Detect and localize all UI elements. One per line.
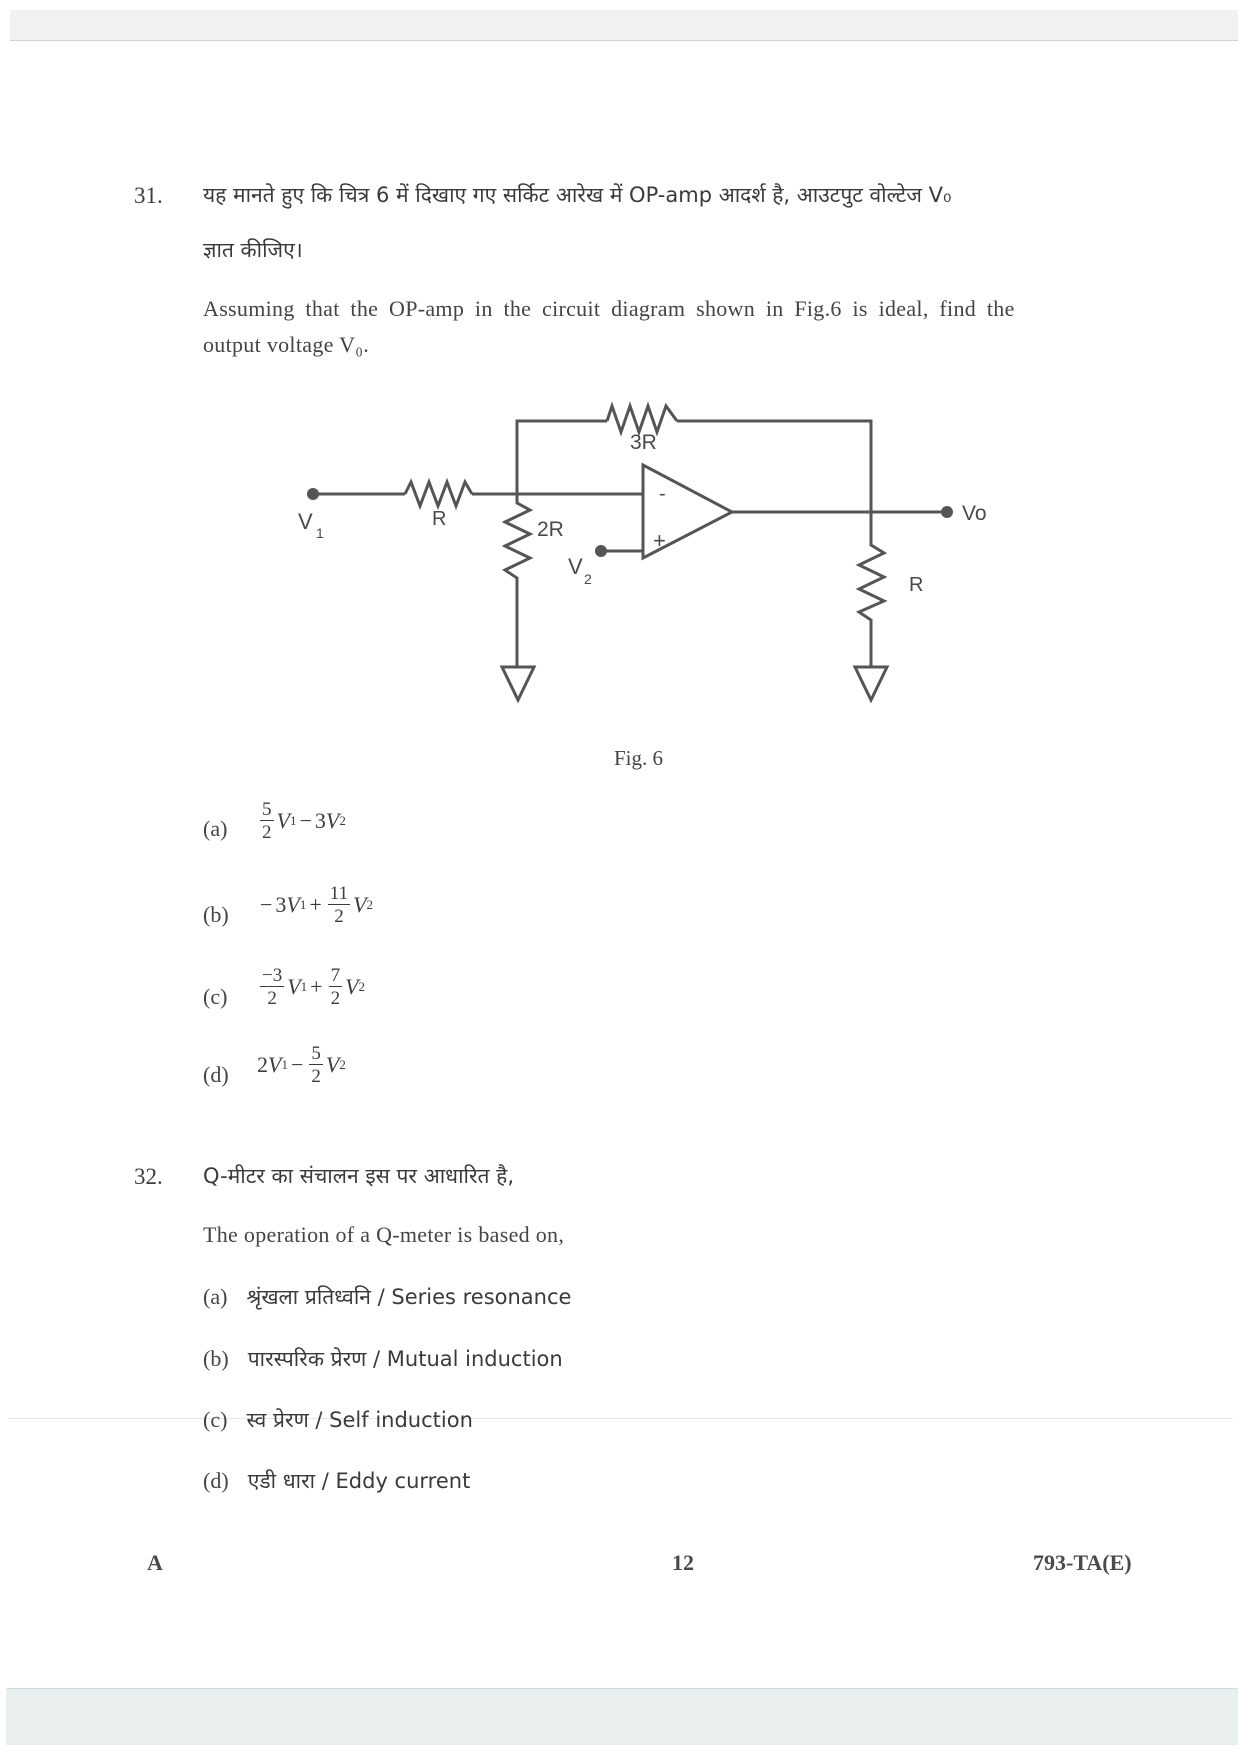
label-2r: 2R: [537, 518, 564, 541]
option-label: (b): [203, 1346, 229, 1371]
option-label: (a): [203, 1284, 228, 1309]
question-text-english: The operation of a Q-meter is based on,: [203, 1222, 565, 1247]
option-d[interactable]: [203, 1467, 470, 1495]
figure-caption: Fig. 6: [614, 746, 664, 770]
option-label: (c): [203, 984, 228, 1009]
footer-series-code: A: [147, 1550, 163, 1575]
label-v2: V: [568, 554, 583, 579]
ground-left-icon: [502, 667, 534, 700]
question-text-english: Assuming that the OP-amp in the circuit diagram shown in Fig.6 is ideal, find the: [203, 296, 1015, 321]
option-text: पारस्परिक प्रेरण / Mutual induction: [247, 1347, 563, 1371]
node-v1: [307, 488, 319, 500]
circuit-diagram-fig6: [0, 0, 1241, 760]
ground-right-icon: [855, 667, 887, 700]
resistor-r-load: [859, 512, 884, 667]
option-expression: $\frac{5}{2}$ V 1 − 3 V 2: [262, 799, 346, 843]
label-v1: V: [298, 509, 313, 534]
option-label: (d): [203, 1062, 229, 1087]
option-text: एडी धारा / Eddy current: [247, 1469, 471, 1493]
question-text-english-cont: output voltage V₀.: [203, 332, 370, 357]
label-vo: Vo: [962, 502, 987, 525]
option-expression: − 3 V 1 + $\frac{11}{2}$ V 2: [260, 883, 374, 927]
option-expression: 2 V 1 − $\frac{5}{2}$ V 2: [257, 1043, 346, 1087]
option-a[interactable]: [203, 1283, 571, 1311]
label-v2-sub: 2: [584, 571, 592, 587]
option-text: स्व प्रेरण / Self induction: [246, 1408, 473, 1432]
label-3r: 3R: [630, 431, 657, 454]
option-text: श्रृंखला प्रतिध्वनि / Series resonance: [246, 1285, 572, 1309]
option-b[interactable]: [203, 1345, 563, 1373]
question-text-hindi-cont: ज्ञात कीजिए।: [203, 238, 303, 262]
option-label: (b): [203, 902, 229, 927]
option-label: (d): [203, 1468, 229, 1493]
scan-edge-bottom: [6, 1688, 1238, 1745]
wire-feedback-left: [517, 421, 607, 494]
option-label: (c): [203, 1407, 228, 1432]
label-r-input: R: [432, 508, 447, 530]
label-r-load: R: [909, 574, 924, 596]
question-number: 32.: [134, 1164, 163, 1189]
question-text-hindi: यह मानते हुए कि चित्र 6 में दिखाए गए सर्किट आरेख में OP-amp आदर्श है, आउटपुट वोल्टेज V₀: [203, 183, 952, 207]
label-opamp-plus: +: [653, 528, 666, 553]
option-c[interactable]: [203, 1406, 473, 1434]
footer-page-number: 12: [672, 1550, 694, 1575]
node-vo: [941, 506, 953, 518]
label-opamp-minus: -: [659, 483, 666, 505]
resistor-2r-ground: [505, 494, 530, 667]
question-number: 31.: [134, 183, 163, 208]
resistor-r-input: [405, 482, 472, 506]
footer-paper-code: 793-TA(E): [1033, 1550, 1132, 1575]
resistor-3r-feedback: [607, 406, 677, 432]
option-label: (a): [203, 816, 228, 841]
option-expression: $\frac{-3}{2}$ V 1 + $\frac{7}{2}$ V 2: [262, 965, 366, 1009]
scan-fold-line: [8, 1418, 1233, 1419]
question-text-hindi: Q-मीटर का संचालन इस पर आधारित है,: [203, 1164, 515, 1188]
node-v2: [595, 545, 607, 557]
label-v1-sub: 1: [316, 525, 324, 541]
